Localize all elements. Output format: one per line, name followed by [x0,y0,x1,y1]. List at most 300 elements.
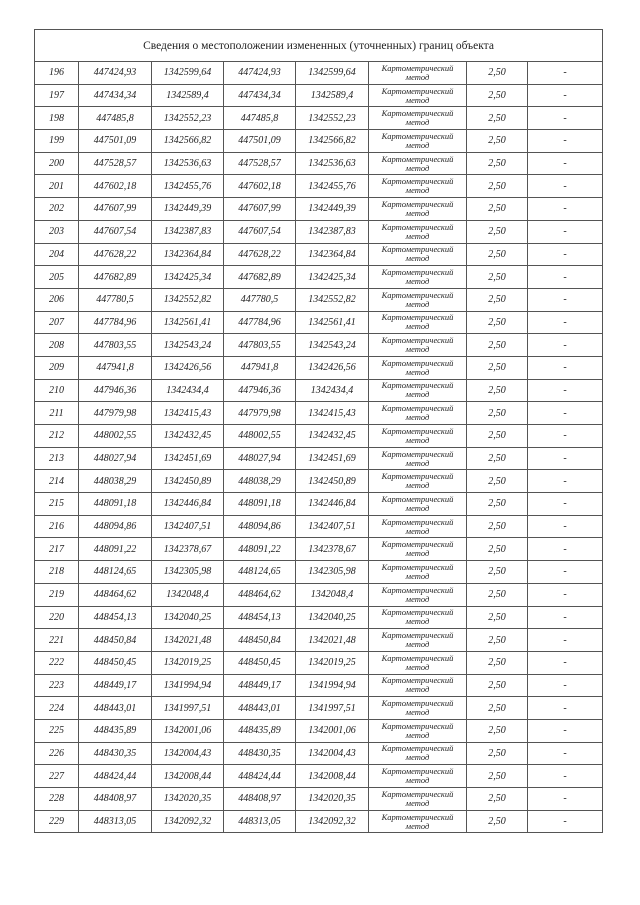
table-row [35,538,603,561]
table-row [35,288,603,311]
point-number-cell: 224 [35,697,79,720]
new-y-cell: 1342415,43 [296,402,369,425]
accuracy-cell: 2,50 [467,311,528,334]
method-cell [369,447,467,470]
method-line-2: метод [405,684,430,695]
accuracy-cell: 2,50 [467,334,528,357]
note-cell: - [528,538,603,561]
point-number-cell: 211 [35,402,79,425]
point-number-cell: 200 [35,152,79,175]
note-cell: - [528,107,603,130]
existing-y-cell: 1342387,83 [152,220,224,243]
method-cell [369,629,467,652]
method-cell [369,470,467,493]
accuracy-cell: 2,50 [467,583,528,606]
method-line-2: метод [405,389,430,400]
method-line-1: Картометрический [381,108,454,119]
point-number-cell: 226 [35,742,79,765]
table-title-row [35,30,603,62]
method-cell [369,311,467,334]
method-cell [369,606,467,629]
table-row [35,311,603,334]
method-cell [369,788,467,811]
existing-y-cell: 1342001,06 [152,719,224,742]
existing-y-cell: 1342020,35 [152,788,224,811]
table-row [35,130,603,153]
existing-y-cell: 1342552,23 [152,107,224,130]
existing-y-cell: 1342450,89 [152,470,224,493]
method-line-1: Картометрический [381,85,454,96]
existing-x-cell: 448091,18 [79,493,152,516]
existing-x-cell: 448430,35 [79,742,152,765]
point-number-cell: 209 [35,356,79,379]
new-y-cell: 1342020,35 [296,788,369,811]
accuracy-cell: 2,50 [467,288,528,311]
method-line-2: метод [405,797,430,808]
point-number-cell: 212 [35,425,79,448]
new-x-cell: 448424,44 [224,765,296,788]
accuracy-cell: 2,50 [467,765,528,788]
method-line-1: Картометрический [381,493,454,504]
point-number-cell: 216 [35,515,79,538]
new-x-cell: 447682,89 [224,266,296,289]
new-y-cell: 1342446,84 [296,493,369,516]
existing-y-cell: 1342021,48 [152,629,224,652]
accuracy-cell: 2,50 [467,175,528,198]
existing-x-cell: 448027,94 [79,447,152,470]
method-line-1: Картометрический [381,198,454,209]
table-row [35,334,603,357]
new-y-cell: 1342449,39 [296,198,369,221]
point-number-cell: 213 [35,447,79,470]
method-line-2: метод [405,775,430,786]
table-row [35,674,603,697]
new-y-cell: 1342092,32 [296,810,369,833]
method-cell [369,84,467,107]
existing-x-cell: 447424,93 [79,62,152,85]
method-line-2: метод [405,276,430,287]
existing-x-cell: 448450,45 [79,651,152,674]
new-y-cell: 1342040,25 [296,606,369,629]
existing-x-cell: 448094,86 [79,515,152,538]
method-line-2: метод [405,752,430,763]
existing-x-cell: 448450,84 [79,629,152,652]
table-row [35,84,603,107]
method-line-1: Картометрический [381,403,454,414]
note-cell: - [528,561,603,584]
table-row [35,198,603,221]
method-line-1: Картометрический [381,516,454,527]
note-cell: - [528,243,603,266]
method-line-1: Картометрический [381,380,454,391]
method-line-2: метод [405,321,430,332]
existing-y-cell: 1342434,4 [152,379,224,402]
table-row [35,470,603,493]
method-line-1: Картометрический [381,766,454,777]
method-line-1: Картометрический [381,335,454,346]
existing-x-cell: 447485,8 [79,107,152,130]
table-row [35,107,603,130]
new-x-cell: 447607,54 [224,220,296,243]
new-y-cell: 1342004,43 [296,742,369,765]
method-line-2: метод [405,570,430,581]
new-x-cell: 448454,13 [224,606,296,629]
point-number-cell: 197 [35,84,79,107]
note-cell: - [528,402,603,425]
existing-y-cell: 1342432,45 [152,425,224,448]
method-line-1: Картометрический [381,652,454,663]
existing-y-cell: 1342566,82 [152,130,224,153]
method-line-2: метод [405,185,430,196]
method-cell [369,288,467,311]
note-cell: - [528,130,603,153]
point-number-cell: 196 [35,62,79,85]
method-line-1: Картометрический [381,811,454,822]
method-line-2: метод [405,162,430,173]
note-cell: - [528,447,603,470]
note-cell: - [528,719,603,742]
method-cell [369,538,467,561]
existing-x-cell: 447434,34 [79,84,152,107]
existing-y-cell: 1342451,69 [152,447,224,470]
method-line-2: метод [405,707,430,718]
existing-y-cell: 1342589,4 [152,84,224,107]
method-cell [369,334,467,357]
method-cell [369,266,467,289]
new-y-cell: 1342451,69 [296,447,369,470]
point-number-cell: 220 [35,606,79,629]
table-row [35,765,603,788]
table-row [35,62,603,85]
point-number-cell: 214 [35,470,79,493]
existing-y-cell: 1342305,98 [152,561,224,584]
new-x-cell: 447434,34 [224,84,296,107]
new-x-cell: 448091,22 [224,538,296,561]
new-x-cell: 447424,93 [224,62,296,85]
table-row [35,493,603,516]
new-y-cell: 1342407,51 [296,515,369,538]
method-line-1: Картометрический [381,584,454,595]
new-y-cell: 1342566,82 [296,130,369,153]
note-cell: - [528,379,603,402]
existing-x-cell: 447946,36 [79,379,152,402]
note-cell: - [528,674,603,697]
existing-x-cell: 448038,29 [79,470,152,493]
note-cell: - [528,220,603,243]
table-row [35,583,603,606]
accuracy-cell: 2,50 [467,742,528,765]
table-row [35,175,603,198]
method-line-2: метод [405,502,430,513]
method-line-2: метод [405,94,430,105]
point-number-cell: 227 [35,765,79,788]
method-line-1: Картометрический [381,471,454,482]
method-line-1: Картометрический [381,425,454,436]
existing-x-cell: 447501,09 [79,130,152,153]
new-x-cell: 447628,22 [224,243,296,266]
existing-x-cell: 447602,18 [79,175,152,198]
method-cell [369,674,467,697]
table-row [35,402,603,425]
point-number-cell: 205 [35,266,79,289]
point-number-cell: 206 [35,288,79,311]
point-number-cell: 215 [35,493,79,516]
point-number-cell: 228 [35,788,79,811]
method-cell [369,220,467,243]
new-y-cell: 1342599,64 [296,62,369,85]
method-line-1: Картометрический [381,357,454,368]
method-line-2: метод [405,298,430,309]
method-line-2: метод [405,139,430,150]
new-x-cell: 447979,98 [224,402,296,425]
point-number-cell: 199 [35,130,79,153]
table-body [35,62,603,833]
new-y-cell: 1342021,48 [296,629,369,652]
method-cell [369,152,467,175]
accuracy-cell: 2,50 [467,107,528,130]
point-number-cell: 217 [35,538,79,561]
accuracy-cell: 2,50 [467,719,528,742]
accuracy-cell: 2,50 [467,402,528,425]
note-cell: - [528,266,603,289]
method-line-1: Картометрический [381,267,454,278]
method-cell [369,697,467,720]
method-cell [369,402,467,425]
existing-x-cell: 447628,22 [79,243,152,266]
new-y-cell: 1342001,06 [296,719,369,742]
method-line-1: Картометрический [381,176,454,187]
existing-x-cell: 448002,55 [79,425,152,448]
point-number-cell: 229 [35,810,79,833]
method-line-1: Картометрический [381,221,454,232]
existing-y-cell: 1342040,25 [152,606,224,629]
new-y-cell: 1342561,41 [296,311,369,334]
point-number-cell: 225 [35,719,79,742]
existing-x-cell: 448424,44 [79,765,152,788]
existing-y-cell: 1342449,39 [152,198,224,221]
new-x-cell: 448435,89 [224,719,296,742]
accuracy-cell: 2,50 [467,425,528,448]
new-x-cell: 447485,8 [224,107,296,130]
point-number-cell: 201 [35,175,79,198]
accuracy-cell: 2,50 [467,356,528,379]
method-line-2: метод [405,729,430,740]
method-line-1: Картометрический [381,675,454,686]
method-line-2: метод [405,639,430,650]
accuracy-cell: 2,50 [467,152,528,175]
accuracy-cell: 2,50 [467,493,528,516]
existing-x-cell: 447941,8 [79,356,152,379]
existing-x-cell: 447682,89 [79,266,152,289]
existing-x-cell: 448443,01 [79,697,152,720]
accuracy-cell: 2,50 [467,651,528,674]
existing-x-cell: 447979,98 [79,402,152,425]
method-cell [369,493,467,516]
note-cell: - [528,425,603,448]
table-row [35,379,603,402]
method-cell [369,62,467,85]
method-cell [369,130,467,153]
new-y-cell: 1342378,67 [296,538,369,561]
method-line-2: метод [405,434,430,445]
new-y-cell: 1341997,51 [296,697,369,720]
method-line-1: Картометрический [381,743,454,754]
existing-y-cell: 1342425,34 [152,266,224,289]
existing-x-cell: 447528,57 [79,152,152,175]
accuracy-cell: 2,50 [467,788,528,811]
new-x-cell: 447946,36 [224,379,296,402]
existing-x-cell: 448435,89 [79,719,152,742]
method-line-2: метод [405,412,430,423]
table-title: Сведения о местоположении измененных (уточненных) границ объекта [35,30,603,62]
existing-y-cell: 1342599,64 [152,62,224,85]
existing-y-cell: 1342536,63 [152,152,224,175]
existing-y-cell: 1342446,84 [152,493,224,516]
new-y-cell: 1342536,63 [296,152,369,175]
note-cell: - [528,651,603,674]
existing-y-cell: 1342543,24 [152,334,224,357]
existing-x-cell: 448454,13 [79,606,152,629]
new-x-cell: 448464,62 [224,583,296,606]
new-y-cell: 1342048,4 [296,583,369,606]
new-x-cell: 448430,35 [224,742,296,765]
new-y-cell: 1342305,98 [296,561,369,584]
method-cell [369,425,467,448]
method-line-2: метод [405,253,430,264]
existing-y-cell: 1342004,43 [152,742,224,765]
method-line-2: метод [405,525,430,536]
table-row [35,561,603,584]
note-cell: - [528,742,603,765]
new-y-cell: 1342455,76 [296,175,369,198]
point-number-cell: 223 [35,674,79,697]
new-x-cell: 447941,8 [224,356,296,379]
method-line-1: Картометрический [381,62,454,73]
existing-y-cell: 1342561,41 [152,311,224,334]
method-line-1: Картометрический [381,448,454,459]
method-line-1: Картометрический [381,289,454,300]
new-x-cell: 447780,5 [224,288,296,311]
new-x-cell: 448449,17 [224,674,296,697]
new-y-cell: 1342450,89 [296,470,369,493]
existing-x-cell: 448091,22 [79,538,152,561]
method-cell [369,583,467,606]
new-y-cell: 1342432,45 [296,425,369,448]
accuracy-cell: 2,50 [467,379,528,402]
method-line-1: Картометрический [381,607,454,618]
existing-x-cell: 447780,5 [79,288,152,311]
method-line-2: метод [405,480,430,491]
new-x-cell: 448450,45 [224,651,296,674]
table-row [35,220,603,243]
existing-y-cell: 1342008,44 [152,765,224,788]
new-y-cell: 1342425,34 [296,266,369,289]
new-x-cell: 447803,55 [224,334,296,357]
method-line-2: метод [405,117,430,128]
new-x-cell: 448038,29 [224,470,296,493]
new-y-cell: 1341994,94 [296,674,369,697]
point-number-cell: 202 [35,198,79,221]
method-line-1: Картометрический [381,244,454,255]
existing-x-cell: 447784,96 [79,311,152,334]
method-cell [369,379,467,402]
table-row [35,629,603,652]
point-number-cell: 198 [35,107,79,130]
existing-y-cell: 1342426,56 [152,356,224,379]
note-cell: - [528,84,603,107]
method-line-2: метод [405,71,430,82]
note-cell: - [528,356,603,379]
existing-y-cell: 1342364,84 [152,243,224,266]
note-cell: - [528,175,603,198]
accuracy-cell: 2,50 [467,220,528,243]
new-x-cell: 447501,09 [224,130,296,153]
accuracy-cell: 2,50 [467,84,528,107]
new-y-cell: 1342364,84 [296,243,369,266]
method-line-1: Картометрический [381,561,454,572]
method-line-2: метод [405,616,430,627]
accuracy-cell: 2,50 [467,674,528,697]
boundary-coordinates-table [34,29,603,833]
note-cell: - [528,288,603,311]
method-cell [369,515,467,538]
point-number-cell: 210 [35,379,79,402]
new-x-cell: 448094,86 [224,515,296,538]
new-x-cell: 448313,05 [224,810,296,833]
note-cell: - [528,152,603,175]
new-x-cell: 448027,94 [224,447,296,470]
point-number-cell: 221 [35,629,79,652]
new-y-cell: 1342543,24 [296,334,369,357]
table-row [35,515,603,538]
note-cell: - [528,765,603,788]
table-row [35,243,603,266]
new-x-cell: 447602,18 [224,175,296,198]
new-y-cell: 1342008,44 [296,765,369,788]
existing-x-cell: 448408,97 [79,788,152,811]
method-line-1: Картометрический [381,720,454,731]
new-x-cell: 447784,96 [224,311,296,334]
accuracy-cell: 2,50 [467,62,528,85]
method-line-1: Картометрический [381,698,454,709]
new-y-cell: 1342552,23 [296,107,369,130]
accuracy-cell: 2,50 [467,470,528,493]
new-x-cell: 448450,84 [224,629,296,652]
accuracy-cell: 2,50 [467,606,528,629]
note-cell: - [528,311,603,334]
new-y-cell: 1342434,4 [296,379,369,402]
new-y-cell: 1342552,82 [296,288,369,311]
accuracy-cell: 2,50 [467,810,528,833]
table-row [35,447,603,470]
method-line-2: метод [405,820,430,831]
accuracy-cell: 2,50 [467,515,528,538]
note-cell: - [528,62,603,85]
note-cell: - [528,470,603,493]
existing-x-cell: 448124,65 [79,561,152,584]
note-cell: - [528,334,603,357]
method-line-2: метод [405,344,430,355]
method-cell [369,243,467,266]
method-line-1: Картометрический [381,539,454,550]
method-line-2: метод [405,457,430,468]
new-y-cell: 1342019,25 [296,651,369,674]
table-row [35,742,603,765]
new-x-cell: 448443,01 [224,697,296,720]
table-row [35,266,603,289]
point-number-cell: 208 [35,334,79,357]
note-cell: - [528,583,603,606]
